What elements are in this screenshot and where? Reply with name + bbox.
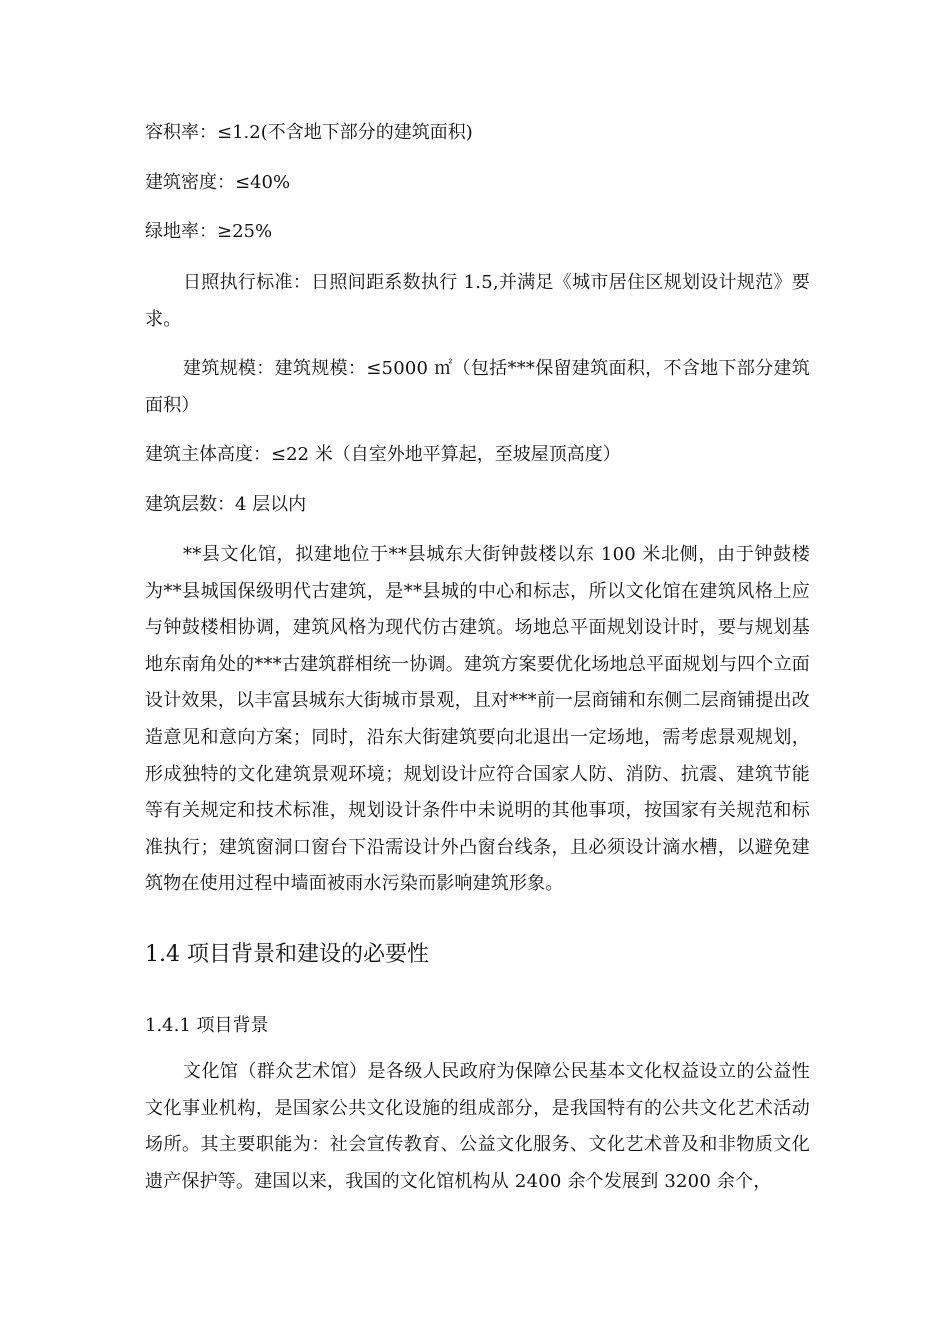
section-heading: 1.4 项目背景和建设的必要性 [145, 942, 429, 967]
item-green-ratio: 绿地率：≥25% [145, 221, 273, 242]
paragraph-main: **县文化馆，拟建地位于**县城东大街钟鼓楼以东 100 米北侧，由于钟鼓楼为**县城国保级明代古建筑，是**县城的中心和标志，所以文化馆在建筑风格上应与钟鼓楼相协调，建筑风格为现代仿古建筑。场地总平面规划设计时，要与规划基地东南角处的***古建筑群相统一协调。建筑方案要优化场地总平面规划与四个立面设计效果，以丰富县城东大街城市景观，且对***前一层商铺和东侧二层商铺提出改造意见和意向方案；同时，沿东大街建筑要向北退出一定场地，需考虑景观规划，形成独特的文化建筑景观环境；规划设计应符合国家人防、消防、抗震、建筑节能等有关规定和技术标准，规划设计条件中未说明的其他事项，按国家有关规范和标准执行；建筑窗洞口窗台下沿需设计外凸窗台线条，且必须设计滴水槽，以避免建筑物在使用过程中墙面被雨水污染而影响建筑形象。 [145, 544, 810, 895]
item-building-scale: 建筑规模：建筑规模：≤5000 ㎡（包括***保留建筑面积，不含地下部分建筑面积） [145, 358, 810, 416]
item-building-density: 建筑密度：≤40% [145, 172, 291, 193]
item-sunlight-standard: 日照执行标准：日照间距系数执行 1.5,并满足《城市居住区规划设计规范》要求。 [145, 272, 810, 330]
subsection-heading: 1.4.1 项目背景 [145, 1015, 269, 1036]
item-floor-count: 建筑层数：4 层以内 [145, 494, 307, 515]
item-plot-ratio: 容积率：≤1.2(不含地下部分的建筑面积) [145, 122, 473, 143]
item-building-height: 建筑主体高度：≤22 米（自室外地平算起，至坡屋顶高度） [145, 444, 621, 465]
paragraph-background: 文化馆（群众艺术馆）是各级人民政府为保障公民基本文化权益设立的公益性文化事业机构，是国家公共文化设施的组成部分，是我国特有的公共文化艺术活动场所。其主要职能为：社会宣传教育、公益文化服务、文化艺术普及和非物质文化遗产保护等。建国以来，我国的文化馆机构从 2400 余个发展到 3200 余个， [145, 1061, 810, 1192]
